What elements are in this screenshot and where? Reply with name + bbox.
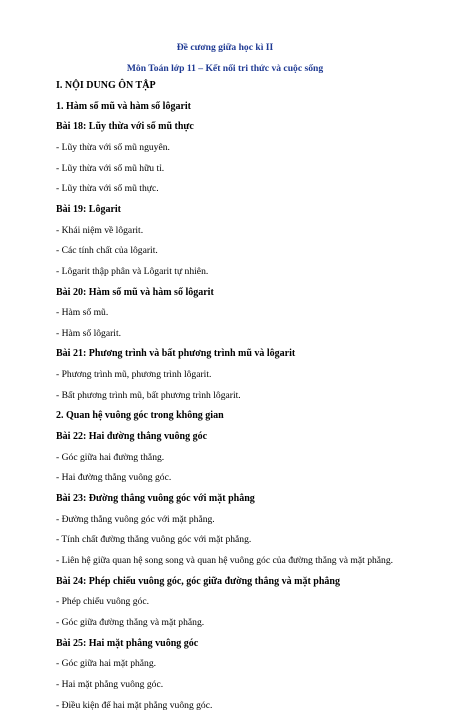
list-item: - Lôgarit thập phân và Lôgarit tự nhiên. <box>56 265 209 277</box>
section-heading: 2. Quan hệ vuông góc trong không gian <box>56 410 224 422</box>
list-item: - Phương trình mũ, phương trình lôgarit. <box>56 369 212 381</box>
list-item: - Đường thẳng vuông góc với mặt phẳng. <box>56 513 215 525</box>
list-item: - Lũy thừa với số mũ hữu tỉ. <box>56 162 165 174</box>
list-item: - Lũy thừa với số mũ nguyên. <box>56 141 170 153</box>
list-item: - Hàm số lôgarit. <box>56 327 122 339</box>
document-subtitle: Môn Toán lớp 11 – Kết nối tri thức và cuộc sống <box>126 63 324 74</box>
list-item: - Lũy thừa với số mũ thực. <box>56 183 159 195</box>
list-item: - Góc giữa đường thẳng và mặt phẳng. <box>56 616 205 628</box>
list-item: - Góc giữa hai đường thẳng. <box>56 451 165 463</box>
section-heading: 1. Hàm số mũ và hàm số lôgarit <box>56 100 191 112</box>
list-item: - Tính chất đường thẳng vuông góc với mặt phẳng. <box>56 534 252 546</box>
section-heading: Bài 19: Lôgarit <box>56 203 121 215</box>
list-item: - Hai mặt phẳng vuông góc. <box>56 678 164 690</box>
list-item: - Phép chiếu vuông góc. <box>56 596 149 608</box>
list-item: - Hai đường thẳng vuông góc. <box>56 472 172 484</box>
section-heading: Bài 22: Hai đường thẳng vuông góc <box>56 431 208 443</box>
list-item: - Hàm số mũ. <box>56 307 109 319</box>
section-heading: Bài 18: Lũy thừa với số mũ thực <box>56 121 194 133</box>
section-heading: Bài 20: Hàm số mũ và hàm số lôgarit <box>56 286 214 298</box>
list-item: - Khái niệm về lôgarit. <box>56 224 144 236</box>
section-heading: Bài 25: Hai mặt phẳng vuông góc <box>56 637 199 649</box>
list-item: - Điều kiện để hai mặt phẳng vuông góc. <box>56 699 213 711</box>
section-heading: I. NỘI DUNG ÔN TẬP <box>56 80 156 91</box>
document-title: Đề cương giữa học kì II <box>176 42 274 53</box>
list-item: - Các tính chất của lôgarit. <box>56 245 158 257</box>
list-item: - Góc giữa hai mặt phẳng. <box>56 658 157 670</box>
section-heading: Bài 21: Phương trình và bất phương trình mũ và lôgarit <box>56 348 296 360</box>
list-item: - Bất phương trình mũ, bất phương trình lôgarit. <box>56 389 241 401</box>
section-heading: Bài 24: Phép chiếu vuông góc, góc giữa đường thẳng và mặt phẳng <box>56 575 340 587</box>
section-heading: Bài 23: Đường thẳng vuông góc với mặt phẳng <box>56 493 255 504</box>
list-item: - Liên hệ giữa quan hệ song song và quan hệ vuông góc của đường thẳng và mặt phẳng. <box>56 554 394 566</box>
